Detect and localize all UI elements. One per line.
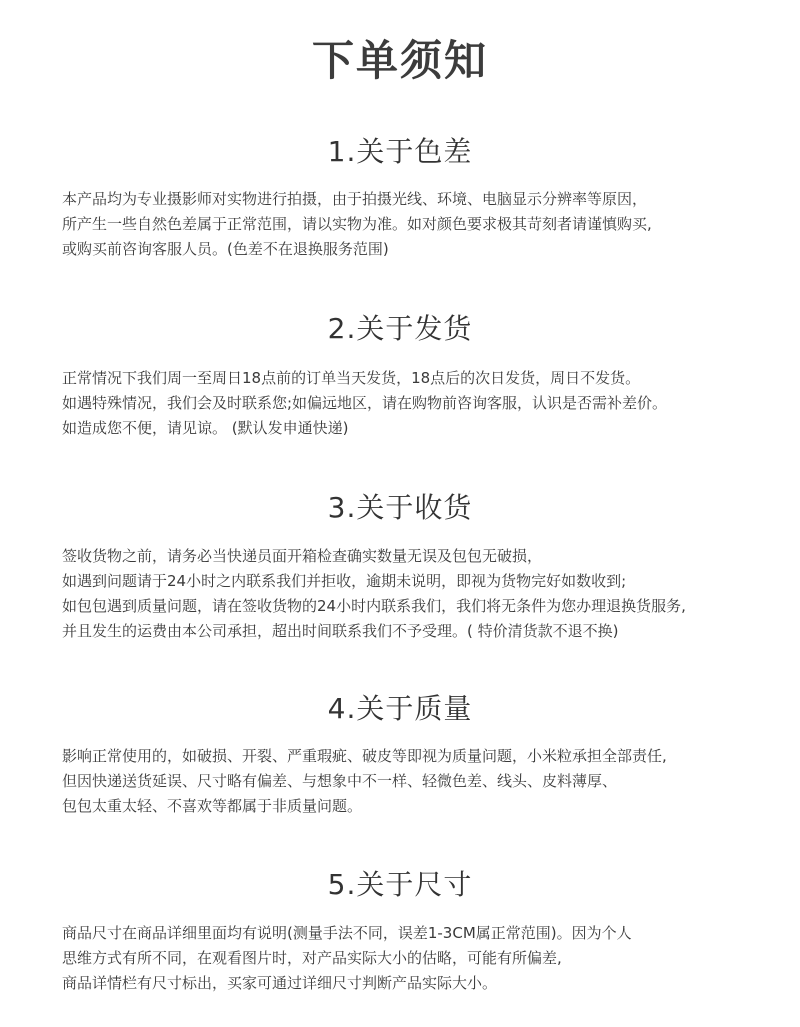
text-line: 思维方式有所不同，在观看图片时，对产品实际大小的估略，可能有所偏差, bbox=[62, 949, 562, 967]
section-body bbox=[62, 187, 797, 262]
section-receiving bbox=[0, 486, 800, 640]
section-heading: 2.关于发货 bbox=[327, 312, 473, 345]
text-line: 如造成您不便，请见谅。 (默认发申通快递) bbox=[62, 419, 349, 437]
section-heading: 5.关于尺寸 bbox=[327, 868, 473, 901]
section-body bbox=[62, 366, 797, 441]
section-body bbox=[62, 544, 797, 644]
text-line: 本产品均为专业摄影师对实物进行拍摄，由于拍摄光线、环境、电脑显示分辨率等原因， bbox=[62, 190, 648, 208]
section-size bbox=[0, 863, 800, 992]
text-line: 并且发生的运费由本公司承担，超出时间联系我们不予受理。( 特价清货款不退不换) bbox=[62, 622, 619, 640]
text-line: 影响正常使用的，如破损、开裂、严重瑕疵、破皮等即视为质量问题，小米粒承担全部责任, bbox=[62, 747, 667, 765]
text-line: 所产生一些自然色差属于正常范围，请以实物为准。如对颜色要求极其苛刻者请谨慎购买, bbox=[62, 215, 652, 233]
text-line: 正常情况下我们周一至周日18点前的订单当天发货，18点后的次日发货，周日不发货。 bbox=[62, 369, 641, 387]
section-heading: 3.关于收货 bbox=[327, 491, 473, 524]
section-shipping bbox=[0, 307, 800, 437]
section-quality bbox=[0, 687, 800, 815]
section-body bbox=[62, 744, 797, 819]
section-body bbox=[62, 921, 797, 996]
text-line: 或购买前咨询客服人员。(色差不在退换服务范围) bbox=[62, 240, 389, 258]
section-color-difference bbox=[0, 130, 800, 258]
section-heading: 1.关于色差 bbox=[327, 135, 473, 168]
text-line: 商品尺寸在商品详细里面均有说明(测量手法不同，误差1-3CM属正常范围)。因为个人 bbox=[62, 924, 632, 942]
text-line: 如遇到问题请于24小时之内联系我们并拒收，逾期未说明，即视为货物完好如数收到; bbox=[62, 572, 627, 590]
text-line: 如包包遇到质量问题，请在签收货物的24小时内联系我们，我们将无条件为您办理退换货服务, bbox=[62, 597, 686, 615]
text-line: 包包太重太轻、不喜欢等都属于非质量问题。 bbox=[62, 797, 363, 815]
section-heading: 4.关于质量 bbox=[327, 692, 473, 725]
text-line: 但因快递送货延误、尺寸略有偏差、与想象中不一样、轻微色差、线头、皮料薄厚、 bbox=[62, 772, 618, 790]
text-line: 签收货物之前，请务必当快递员面开箱检查确实数量无误及包包无破损， bbox=[62, 547, 543, 565]
text-line: 如遇特殊情况，我们会及时联系您;如偏远地区，请在购物前咨询客服，认识是否需补差价。 bbox=[62, 394, 668, 412]
text-line: 商品详情栏有尺寸标出，买家可通过详细尺寸判断产品实际大小。 bbox=[62, 974, 498, 992]
page-title: 下单须知 bbox=[311, 36, 488, 85]
